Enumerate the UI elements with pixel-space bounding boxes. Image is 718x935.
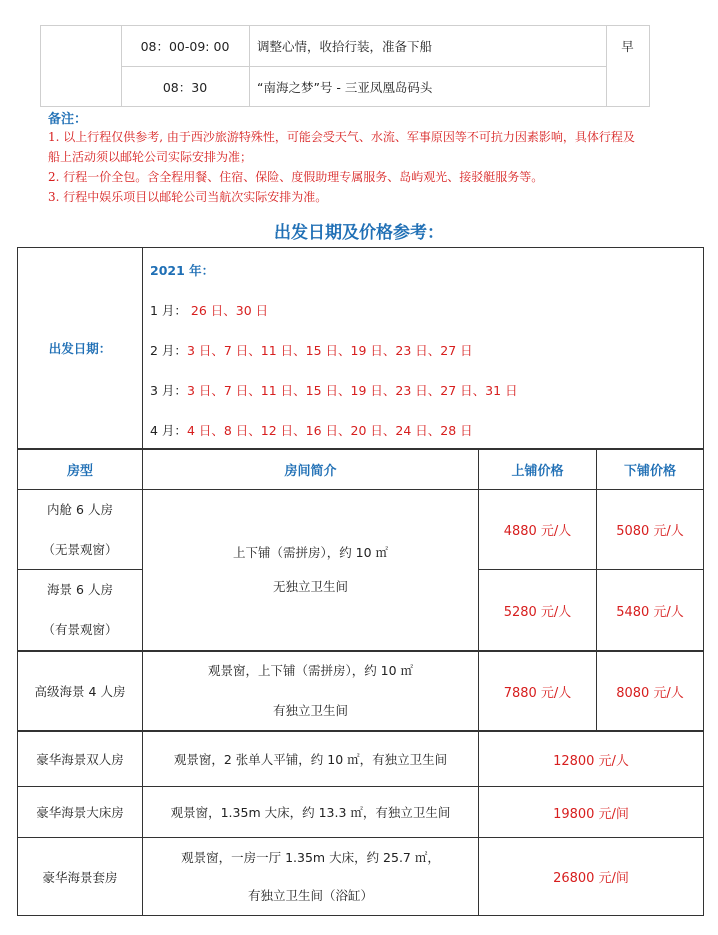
note-item: 船上活动须以邮轮公司实际安排为准； <box>48 150 253 164</box>
room-price: 12800 元/人 <box>553 753 629 769</box>
lower-price: 5080 元/人 <box>616 524 684 539</box>
itinerary-meal: 早 <box>621 39 634 54</box>
notes-title: 备注： <box>48 112 88 127</box>
month-days: 26 日、30 日 <box>190 303 269 318</box>
upper-price: 7880 元/人 <box>503 685 572 701</box>
room-desc: 观景窗，上下铺（需拼房），约 10 ㎡ 有独立卫生间 <box>207 663 414 718</box>
month-label: 4 月： <box>150 423 187 438</box>
room-price: 19800 元/间 <box>553 806 629 822</box>
note-item: 3. 行程中娱乐项目以邮轮公司当航次实际安排为准。 <box>48 190 328 204</box>
section-title: 出发日期及价格参考： <box>274 223 444 243</box>
upper-price: 5280 元/人 <box>503 604 572 620</box>
departure-year: 2021 年： <box>150 263 215 278</box>
room-type: 高级海景 4 人房 <box>34 684 126 699</box>
note-item: 1. 以上行程仅供参考, 由于西沙旅游特殊性，可能会受天气、水流、军事原因等不可抗力因素影响，具体行程及 <box>48 130 635 144</box>
lower-price: 5480 元/人 <box>616 604 684 620</box>
room-desc: 观景窗，1.35m 大床，约 13.3 ㎡，有独立卫生间 <box>170 805 451 820</box>
room-type: 内舱 6 人房 （无景观窗） <box>42 501 118 557</box>
room-type: 豪华海景双人房 <box>36 752 124 767</box>
departure-month-row <box>150 341 473 359</box>
notes-list <box>48 127 708 207</box>
departure-month-row <box>150 421 473 439</box>
month-label: 1 月： <box>150 303 187 318</box>
header-lower-price: 下铺价格 <box>623 464 676 479</box>
itinerary-activity: 调整心情，收拾行装，准备下船 <box>257 39 433 54</box>
room-desc: 观景窗，一房一厅 1.35m 大床，约 25.7 ㎡， 有独立卫生间（浴缸） <box>181 849 440 903</box>
header-room-desc: 房间简介 <box>284 464 337 479</box>
itinerary-time: 08：00-09: 00 <box>140 39 230 54</box>
departure-month-row <box>150 301 268 319</box>
month-days: 3 日、7 日、11 日、15 日、19 日、23 日、27 日 <box>186 343 473 358</box>
month-days: 4 日、8 日、12 日、16 日、20 日、24 日、28 日 <box>186 423 473 438</box>
departure-label: 出发日期： <box>48 341 112 356</box>
lower-price: 8080 元/人 <box>616 685 684 701</box>
month-days: 3 日、7 日、11 日、15 日、19 日、23 日、27 日、31 日 <box>186 383 518 398</box>
month-label: 3 月： <box>150 383 187 398</box>
note-item: 2. 行程一价全包。含全程用餐、住宿、保险、度假助理专属服务、岛屿观光、接驳艇服务等。 <box>48 170 544 184</box>
header-room-type: 房型 <box>66 464 93 479</box>
room-type: 豪华海景套房 <box>42 869 118 885</box>
header-upper-price: 上铺价格 <box>511 464 564 479</box>
upper-price: 4880 元/人 <box>503 524 572 539</box>
room-desc: 观景窗，2 张单人平铺，约 10 ㎡，有独立卫生间 <box>173 752 448 767</box>
room-desc: 上下铺（需拼房），约 10 ㎡ 无独立卫生间 <box>232 545 389 594</box>
month-label: 2 月： <box>150 343 187 358</box>
room-type: 海景 6 人房 （有景观窗） <box>42 582 118 637</box>
departure-month-row <box>150 381 518 399</box>
itinerary-activity: “南海之梦”号 - 三亚凤凰岛码头 <box>257 79 433 95</box>
itinerary-time: 08：30 <box>162 79 208 95</box>
room-price: 26800 元/间 <box>553 871 629 886</box>
room-type: 豪华海景大床房 <box>36 805 124 820</box>
